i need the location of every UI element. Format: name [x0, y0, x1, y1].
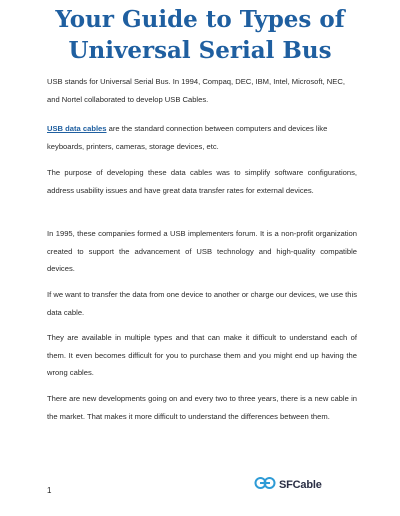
- paragraph-purpose: The purpose of developing these data cables was to simplify software configurations, address usability issues and have great data transfer rates for external devices.: [47, 168, 357, 195]
- sfcable-logo-icon: [254, 476, 276, 495]
- paragraph-multiple-types: They are available in multiple types and that can make it difficult to understand each of them. It even becomes difficult for you to purchase them and you might end up having the wrong cables.: [47, 333, 357, 377]
- paragraph-usb-data-cables: [47, 120, 357, 155]
- paragraph-implementers-forum: In 1995, these companies formed a USB implementers forum. It is a non-profit organization created to support the advancement of USB technology and high-quality compatible devices.: [47, 229, 357, 273]
- paragraph-usb-data-cables-text: are the standard connection between computers and devices like keyboards, printers, cameras, storage devices, etc.: [47, 124, 328, 151]
- page-title-line-2: Universal Serial Bus: [68, 37, 332, 64]
- paragraph-usb-definition: USB stands for Universal Serial Bus. In 1994, Compaq, DEC, IBM, Intel, Microsoft, NEC, and Nortel collaborated to develop USB Cables.: [47, 77, 345, 104]
- page-number: 1: [47, 486, 52, 495]
- sfcable-logo-text: SFCable: [279, 479, 322, 491]
- page-title: [0, 4, 400, 66]
- paragraph-transfer-data: If we want to transfer the data from one device to another or charge our devices, we use this data cable.: [47, 290, 357, 317]
- page-title-line-1: Your Guide to Types of: [55, 6, 345, 33]
- sfcable-logo: [254, 476, 322, 494]
- usb-data-cables-link[interactable]: USB data cables: [47, 124, 107, 133]
- paragraph-new-developments: There are new developments going on and every two to three years, there is a new cable in the market. That makes it more difficult to understand the differences between them.: [47, 394, 357, 421]
